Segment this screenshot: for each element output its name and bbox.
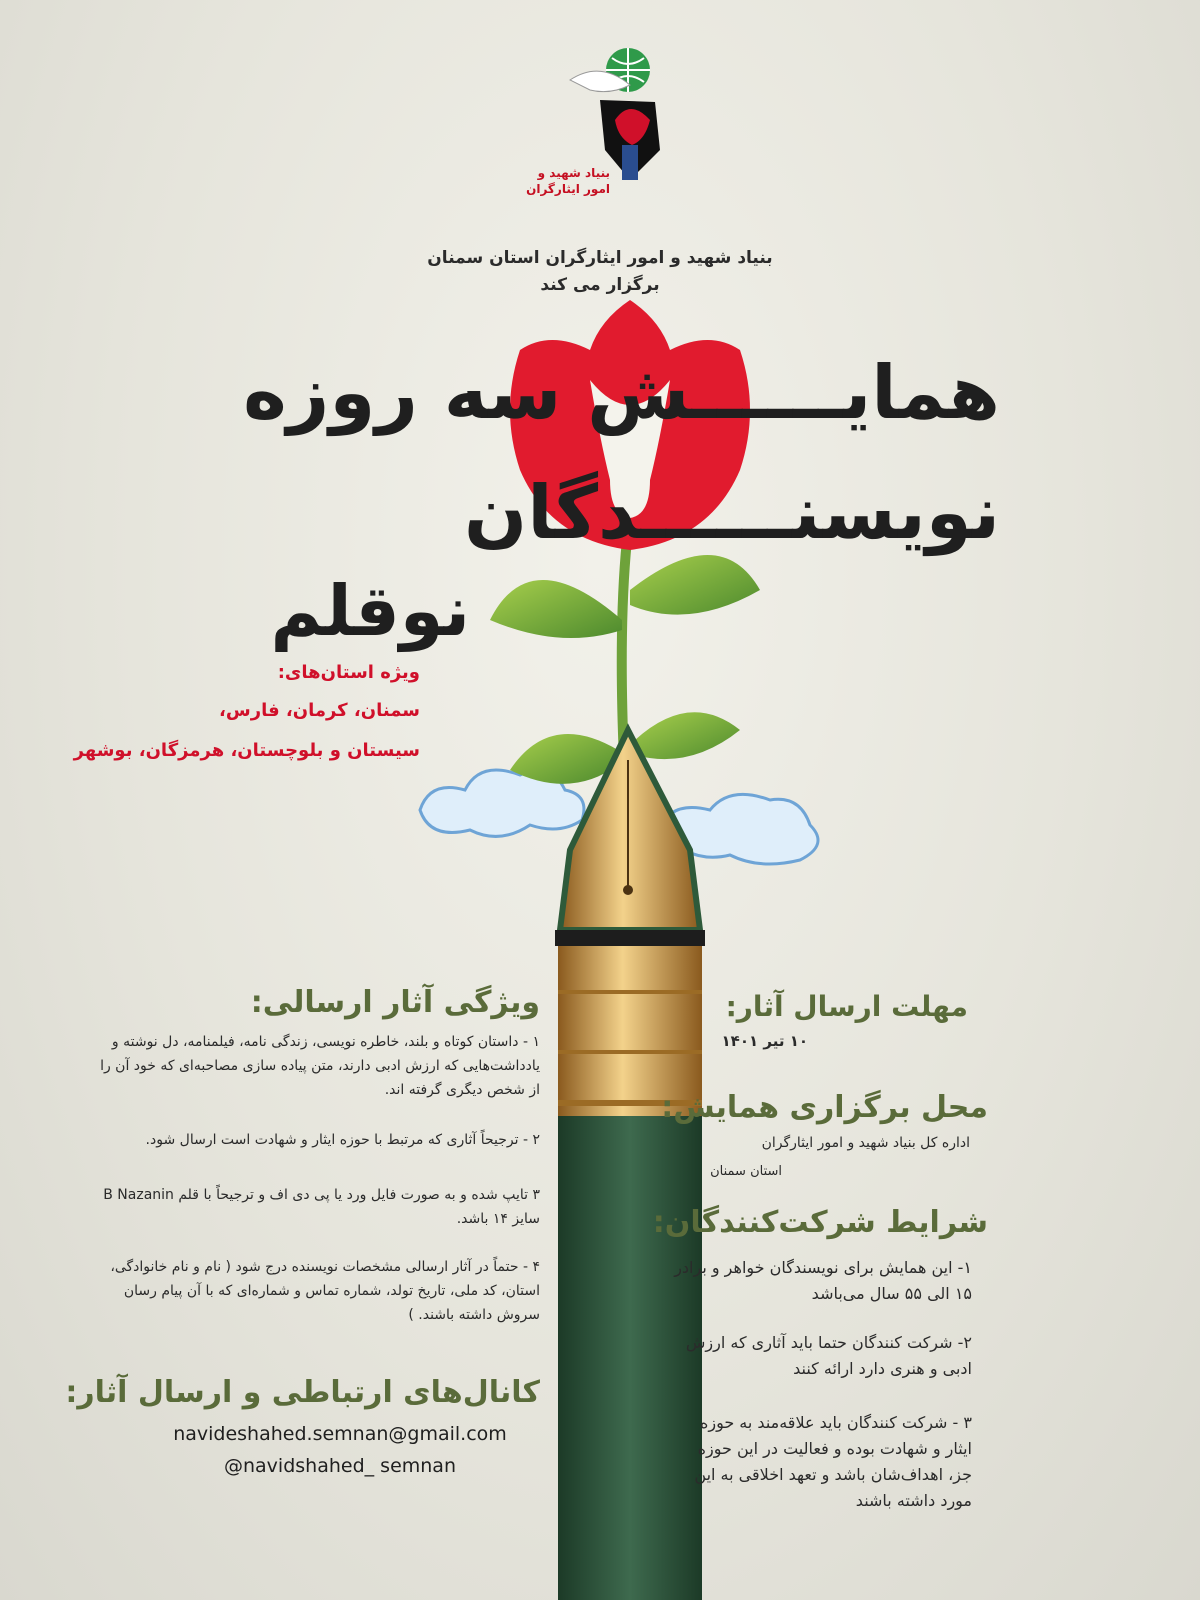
provinces-line-1: سمنان، کرمان، فارس،: [219, 700, 420, 721]
condition-item-2: ۲- شرکت کنندگان حتما باید آثاری که ارزش ادبی و هنری دارد ارائه کنند: [685, 1333, 972, 1378]
provinces-line-2: سیستان و بلوچستان، هرمزگان، بوشهر: [73, 740, 420, 761]
works-item-3: ۳ تایپ شده و به صورت فایل ورد یا پی دی اف و ترجیحاً با قلم B Nazanin سایز ۱۴ باشد.: [103, 1187, 540, 1227]
deadline-value: ۱۰ تیر ۱۴۰۱: [721, 1032, 808, 1050]
contact-heading: کانال‌های ارتباطی و ارسال آثار:: [65, 1375, 540, 1410]
venue-line-2: استان سمنان: [710, 1164, 782, 1179]
logo: [560, 40, 680, 230]
contact-email[interactable]: navideshahed.semnan@gmail.com: [173, 1423, 507, 1445]
venue-heading: محل برگزاری همایش:: [661, 1090, 988, 1125]
leaf: [490, 580, 622, 638]
works-item-2: ۲ - ترجیحاً آثاری که مرتبط با حوزه ایثار و شهادت است ارسال شود.: [145, 1132, 540, 1148]
logo-caption: بنیاد شهید و امور ایثارگران: [526, 166, 610, 196]
conditions-heading: شرایط شرکت‌کنندگان:: [652, 1205, 988, 1240]
works-item-4: ۴ - حتماً در آثار ارسالی مشخصات نویسنده درج شود ( نام و نام خانوادگی، استان، کد ملی، تاریخ تولد، شماره تماس و شماره‌ای که با آن پیام رسان سروش داشته باشند. ): [110, 1259, 540, 1323]
title-line-3: نوقلم: [270, 570, 470, 652]
hosts-line: برگزار می کند: [540, 275, 660, 295]
title-line-2: نویسنــــــدگان: [464, 470, 1000, 556]
leaf: [510, 734, 618, 784]
condition-item-1: ۱- این همایش برای نویسندگان خواهر و برادر ۱۵ الی ۵۵ سال می‌باشد: [674, 1258, 972, 1303]
title-line-1: همایــــــش سه روزه: [243, 350, 1000, 436]
logo-text: [520, 165, 610, 197]
contact-handle[interactable]: @navidshahed_ semnan: [223, 1455, 456, 1477]
leaf: [635, 712, 740, 759]
organizer-line: بنیاد شهید و امور ایثارگران استان سمنان: [427, 248, 773, 268]
leaf: [630, 555, 760, 615]
works-item-1: ۱ - داستان کوتاه و بلند، خاطره نویسی، زندگی نامه، فیلمنامه، دل نوشته و یادداشت‌هایی که ارزش ادبی دارند، متن پیاده سازی مصاحبه‌ای که خود آن را از شخص دیگری گرفته اند.: [100, 1034, 540, 1098]
condition-item-3: ۳ - شرکت کنندگان باید علاقه‌مند به حوزه ایثار و شهادت بوده و فعالیت در این حوزه جز، اهداف‌شان باشد و تعهد اخلاقی به این مورد داشته باشند: [694, 1413, 972, 1510]
venue-line-1: اداره کل بنیاد شهید و امور ایثارگران: [761, 1135, 970, 1151]
deadline-heading: مهلت ارسال آثار:: [725, 990, 968, 1023]
provinces-label: ویژه استان‌های:: [277, 662, 420, 683]
works-heading: ویژگی آثار ارسالی:: [250, 985, 540, 1020]
